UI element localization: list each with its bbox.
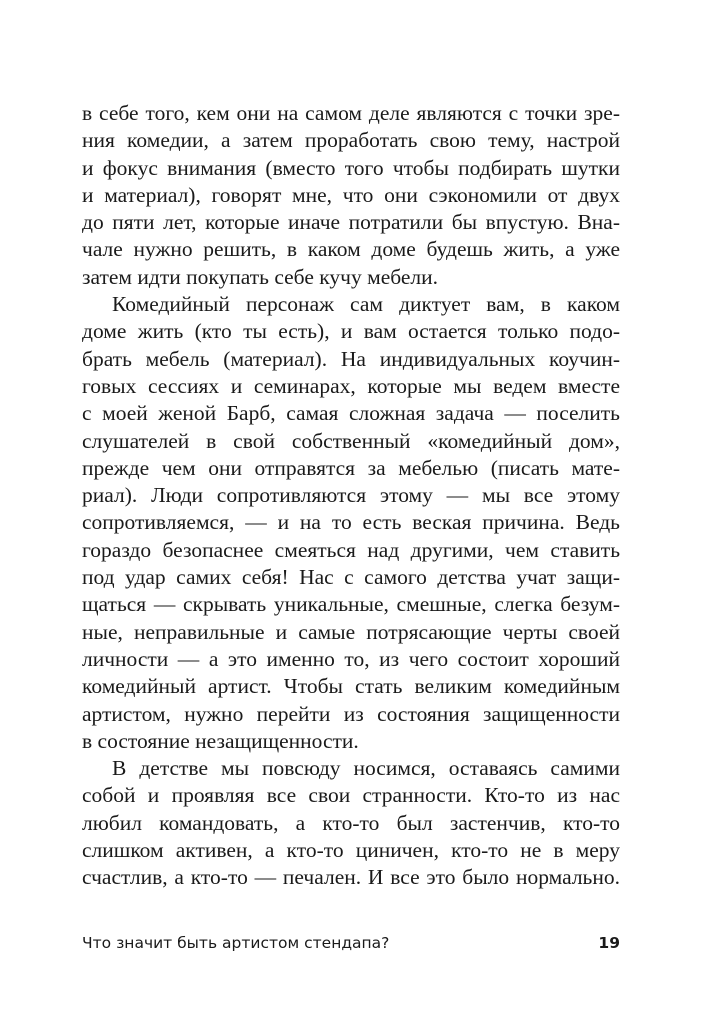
text-line: чале нужно решить, в каком доме будешь жить, а уже (82, 237, 620, 262)
text-line: комедийный артист. Чтобы стать великим комедийным (82, 674, 620, 699)
text-line: Комедийный персонаж сам диктует вам, в каком (112, 292, 620, 317)
text-line: щаться — скрывать уникальные, смешные, слегка безум- (82, 592, 620, 617)
text-line: В детстве мы повсюду носимся, оставаясь самими (112, 756, 620, 781)
text-line: с моей женой Барб, самая сложная задача — поселить (82, 401, 620, 426)
text-line: говых сессиях и семинарах, которые мы ведем вместе (82, 373, 620, 398)
paragraph-1 (82, 100, 620, 291)
page-body (82, 100, 620, 892)
text-line: в состояние незащищенности. (82, 728, 359, 753)
text-line: личности — а это именно то, из чего состоит хороший (82, 646, 620, 671)
text-line: сопротивляемся, — и на то есть веская причина. Ведь (82, 510, 620, 535)
text-line: затем идти покупать себе кучу мебели. (82, 264, 439, 289)
text-line: под удар самих себя! Нас с самого детства учат защи- (82, 565, 620, 590)
text-line: ния комедии, а затем проработать свою тему, настрой (82, 128, 620, 153)
text-line: счастлив, а кто-то — печален. И все это было нормально. (82, 865, 620, 890)
paragraph-3 (82, 755, 620, 891)
text-line: любил командовать, а кто-то был застенчив, кто-то (82, 810, 620, 835)
text-line: риал). Люди сопротивляются этому — мы все этому (82, 483, 620, 508)
text-line: брать мебель (материал). На индивидуальных коучин- (82, 346, 620, 371)
text-line: и фокус внимания (вместо того чтобы подбирать шутки (82, 155, 620, 180)
text-line: и материал), говорят мне, что они сэкономили от двух (82, 182, 620, 207)
text-line: гораздо безопаснее смеяться над другими, чем ставить (82, 537, 620, 562)
text-line: собой и проявляя все свои странности. Кто-то из нас (82, 783, 620, 808)
text-line: до пяти лет, которые иначе потратили бы впустую. Вна- (82, 210, 620, 235)
text-line: доме жить (кто ты есть), и вам остается только подо- (82, 319, 620, 344)
page-footer (82, 934, 620, 958)
text-line: слушателей в свой собственный «комедийный дом», (82, 428, 620, 453)
paragraph-2 (82, 291, 620, 755)
text-line: в себе того, кем они на самом деле являются с точки зре- (82, 101, 620, 125)
running-title: Что значит быть артистом стендапа? (82, 934, 390, 952)
text-line: слишком активен, а кто-то циничен, кто-то не в меру (82, 838, 620, 863)
text-line: ные, неправильные и самые потрясающие черты своей (82, 619, 620, 644)
page-number: 19 (598, 934, 620, 952)
text-line: артистом, нужно перейти из состояния защищенности (82, 701, 620, 726)
text-line: прежде чем они отправятся за мебелью (писать мате- (82, 455, 620, 480)
